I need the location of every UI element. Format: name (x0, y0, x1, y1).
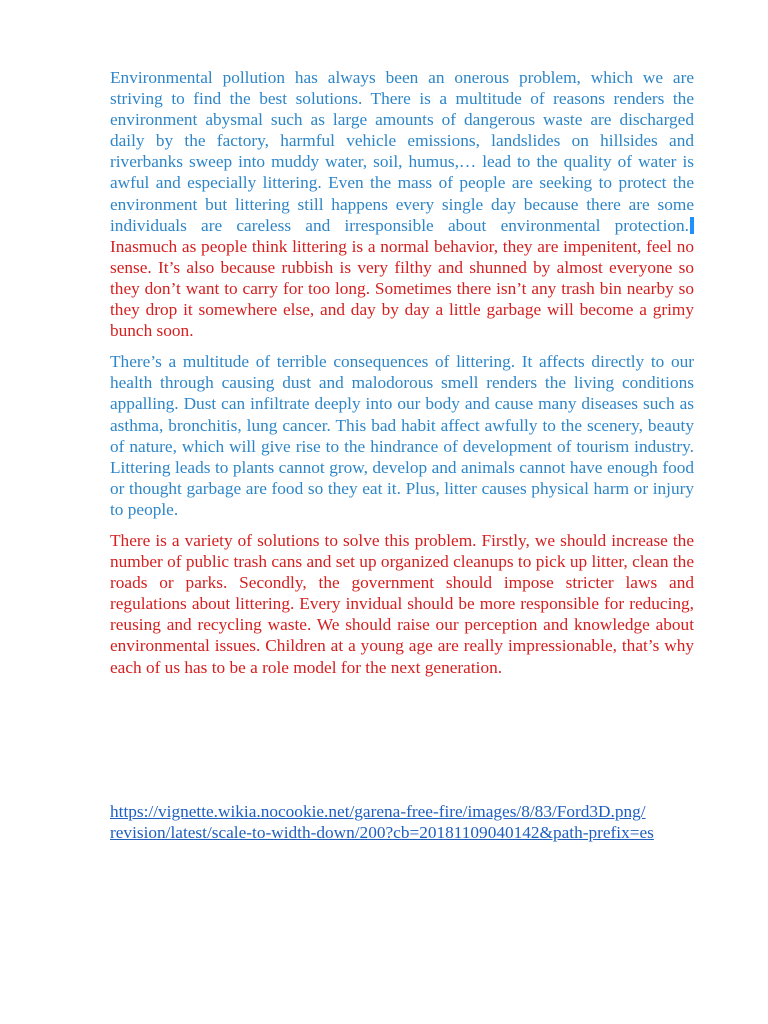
image-source-link[interactable] (110, 801, 710, 843)
paragraph-solutions (110, 530, 694, 678)
text-cursor-selection (690, 217, 694, 234)
document-body (110, 67, 694, 688)
paragraph-consequences (110, 351, 694, 520)
paragraph-causes (110, 67, 694, 341)
image-source-link-line-2[interactable]: revision/latest/scale-to-width-down/200?cb=20181109040142&path-prefix=es (110, 823, 654, 843)
paragraph-causes-red-text: Inasmuch as people think littering is a normal behavior, they are impenitent, feel no sense. It’s also because rubbish is very filthy and shunned by almost everyone so they don’t want to carry for too long. Sometimes there isn’t any trash bin nearby so they drop it somewhere else, and day by day a little garbage will become a grimy bunch soon. (110, 236, 694, 341)
image-source-link-line-1[interactable]: https://vignette.wikia.nocookie.net/garena-free-fire/images/8/83/Ford3D.png/ (110, 802, 646, 821)
paragraph-solutions-text: There is a variety of solutions to solve this problem. Firstly, we should increase the number of public trash cans and set up organized cleanups to pick up litter, clean the roads or parks. Secondly, the government should impose stricter laws and regulations about littering. Every invidual should be more responsible for reducing, reusing and recycling waste. We should raise our perception and knowledge about environmental issues. Children at a young age are really impressionable, that’s why each of us has to be a role model for the next generation. (110, 530, 694, 677)
paragraph-consequences-text: There’s a multitude of terrible consequences of littering. It affects directly to our health through causing dust and malodorous smell renders the living conditions appalling. Dust can infiltrate deeply into our body and cause many diseases such as asthma, bronchitis, lung cancer. This bad habit affect awfully to the scenery, beauty of nature, which will give rise to the hindrance of development of tourism industry. Littering leads to plants cannot grow, develop and animals cannot have enough food or thought garbage are food so they eat it. Plus, litter causes physical harm or injury to people. (110, 352, 694, 519)
paragraph-causes-blue-text: Environmental pollution has always been an onerous problem, which we are striving to find the best solutions. There is a multitude of reasons renders the environment abysmal such as large amounts of dangerous waste are discharged daily by the factory, harmful vehicle emissions, landslides on hillsides and riverbanks sweep into muddy water, soil, humus,… lead to the quality of water is awful and especially littering. Even the mass of people are seeking to protect the environment but littering still happens every single day because there are some individuals are careless and irresponsible about environmental protection. (110, 68, 694, 235)
